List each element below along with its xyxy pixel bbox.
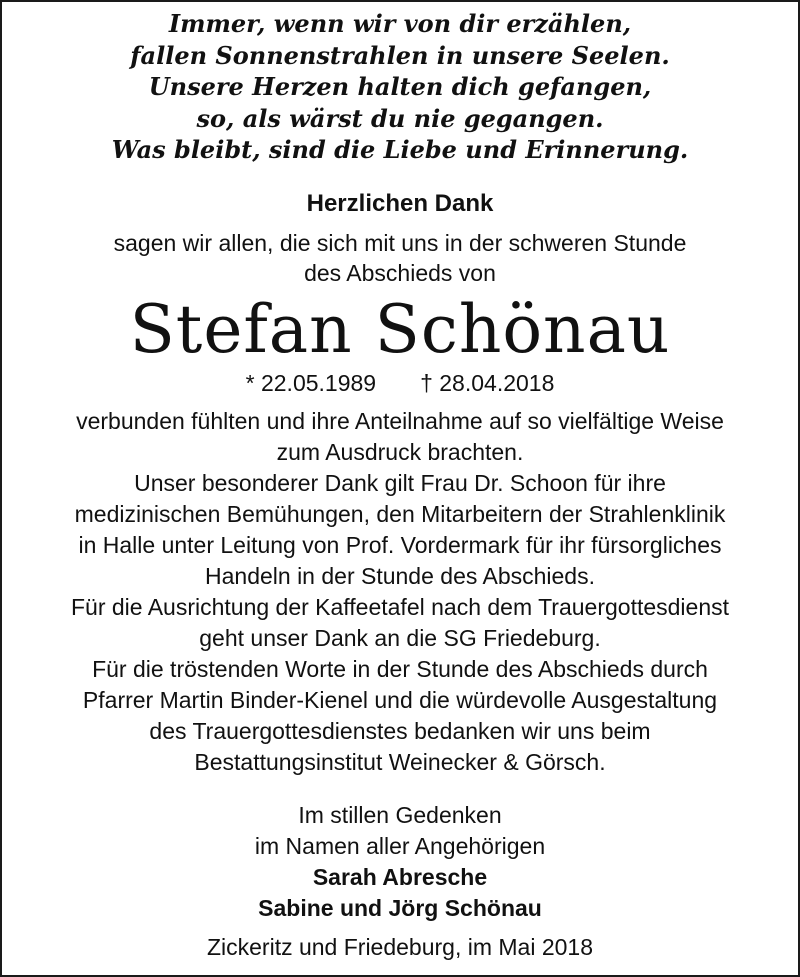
body-line: verbunden fühlten und ihre Anteilnahme auf so vielfältige Weise xyxy=(76,408,724,434)
poem-line: so, als wärst du nie gegangen. xyxy=(196,103,604,133)
body-line: des Trauergottesdienstes bedanken wir uns beim xyxy=(149,718,651,744)
signatory-name: Sabine und Jörg Schönau xyxy=(258,895,542,921)
signatory-name: Sarah Abresche xyxy=(312,864,488,890)
birth-date: * 22.05.1989 xyxy=(245,370,377,396)
body-line: geht unser Dank an die SG Friedeburg. xyxy=(199,625,601,651)
poem-line: Was bleibt, sind die Liebe und Erinnerung. xyxy=(111,135,689,164)
body-line: Handeln in der Stunde des Abschieds. xyxy=(205,563,595,589)
poem-line: fallen Sonnenstrahlen in unsere Seelen. xyxy=(130,40,670,70)
closing-block xyxy=(2,800,798,924)
place-and-date: Zickeritz und Friedeburg, im Mai 2018 xyxy=(206,934,594,960)
body-line: in Halle unter Leitung von Prof. Vordermark für ihr fürsorgliches xyxy=(78,532,722,558)
body-line: medizinischen Bemühungen, den Mitarbeitern der Strahlenklinik xyxy=(74,501,726,527)
body-line: Für die tröstenden Worte in der Stunde des Abschieds durch xyxy=(92,656,708,682)
body-line: Für die Ausrichtung der Kaffeetafel nach dem Trauergottesdienst xyxy=(70,594,730,620)
body-line: Unser besonderer Dank gilt Frau Dr. Schoon für ihre xyxy=(134,470,666,496)
thanks-body xyxy=(2,406,798,778)
intro-line: des Abschieds von xyxy=(304,260,496,286)
life-dates xyxy=(2,368,798,398)
body-line: Bestattungsinstitut Weinecker & Görsch. xyxy=(194,749,606,775)
thanks-heading: Herzlichen Dank xyxy=(306,190,494,217)
body-line: zum Ausdruck brachten. xyxy=(276,439,524,465)
deceased-name: Stefan Schönau xyxy=(129,291,671,368)
closing-line: im Namen aller Angehörigen xyxy=(254,833,546,859)
memorial-poem xyxy=(2,8,798,166)
intro-line: sagen wir allen, die sich mit uns in der schweren Stunde xyxy=(113,230,687,256)
intro-text xyxy=(2,228,798,288)
body-line: Pfarrer Martin Binder-Kienel und die würdevolle Ausgestaltung xyxy=(82,687,718,713)
poem-line: Immer, wenn wir von dir erzählen, xyxy=(168,9,632,38)
poem-line: Unsere Herzen halten dich gefangen, xyxy=(148,72,652,101)
death-date: † 28.04.2018 xyxy=(420,370,555,396)
closing-line: Im stillen Gedenken xyxy=(298,802,502,828)
